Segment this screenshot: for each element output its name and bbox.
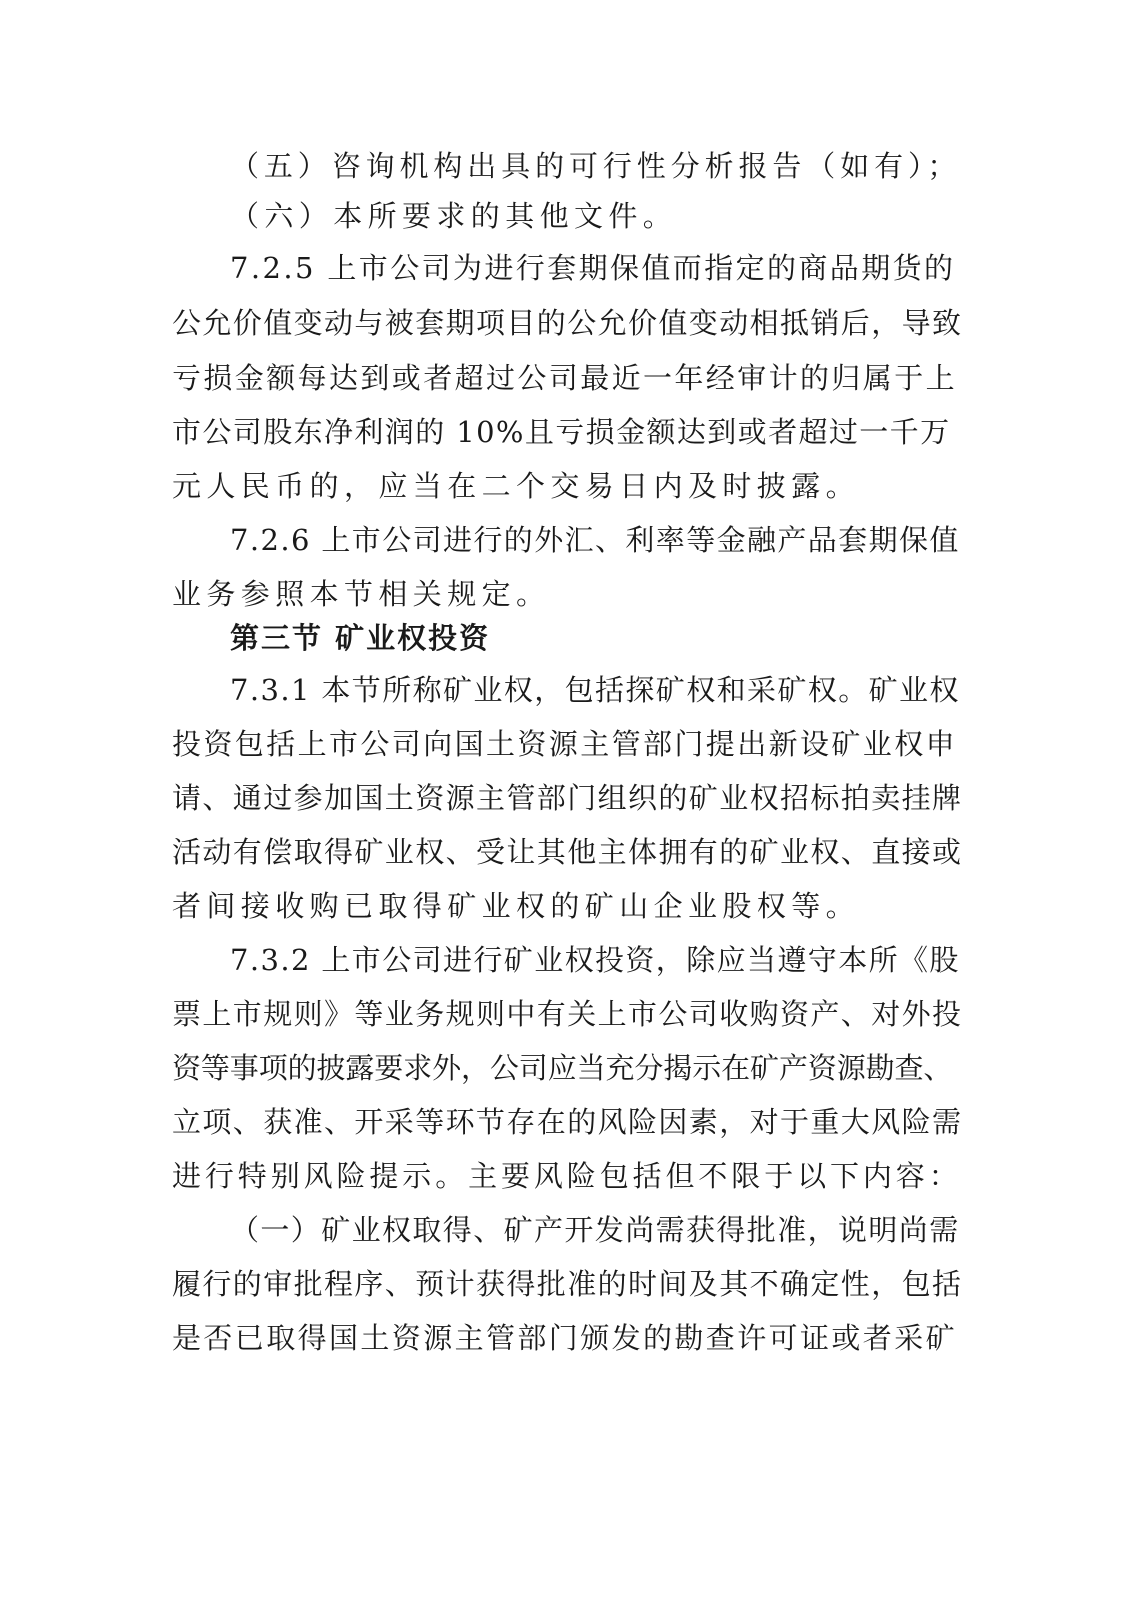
text-line: 7.3.1 本节所称矿业权，包括探矿权和采矿权。矿业权 [230,673,960,707]
text-line: 是否已取得国土资源主管部门颁发的勘查许可证或者采矿 [172,1321,958,1355]
text-line: 元人民币的，应当在二个交易日内及时披露。 [172,469,861,503]
text-line: 活动有偿取得矿业权、受让其他主体拥有的矿业权、直接或 [172,835,963,869]
text-line: （五）咨询机构出具的可行性分析报告（如有）； [230,149,962,183]
text-line: 者间接收购已取得矿业权的矿山企业股权等。 [172,889,861,923]
text-line: 亏损金额每达到或者超过公司最近一年经审计的归属于上 [172,361,958,395]
text-line: 7.3.2 上市公司进行矿业权投资，除应当遵守本所《股 [230,943,960,977]
text-line: 7.2.5 上市公司为进行套期保值而指定的商品期货的 [230,251,956,285]
text-line: （六）本所要求的其他文件。 [230,199,678,233]
text-line: （一）矿业权取得、矿产开发尚需获得批准，说明尚需 [230,1213,960,1247]
text-line: 市公司股东净利润的 10%且亏损金额达到或者超过一千万 [172,415,951,449]
text-line: 票上市规则》等业务规则中有关上市公司收购资产、对外投 [172,997,963,1031]
text-line: 业务参照本节相关规定。 [172,577,551,611]
text-line: 投资包括上市公司向国土资源主管部门提出新设矿业权申 [172,727,958,761]
text-line: 7.2.6 上市公司进行的外汇、利率等金融产品套期保值 [230,523,960,557]
text-line: 履行的审批程序、预计获得批准的时间及其不确定性，包括 [172,1267,963,1301]
text-line: 进行特别风险提示。主要风险包括但不限于以下内容： [172,1159,962,1193]
text-line: 立项、获准、开采等环节存在的风险因素，对于重大风险需 [172,1105,963,1139]
text-line: 请、通过参加国土资源主管部门组织的矿业权招标拍卖挂牌 [172,781,963,815]
text-line: 公允价值变动与被套期项目的公允价值变动相抵销后，导致 [172,306,963,340]
text-line: 资等事项的披露要求外，公司应当充分揭示在矿产资源勘查、 [172,1051,953,1085]
section-heading: 第三节 矿业权投资 [230,621,491,655]
